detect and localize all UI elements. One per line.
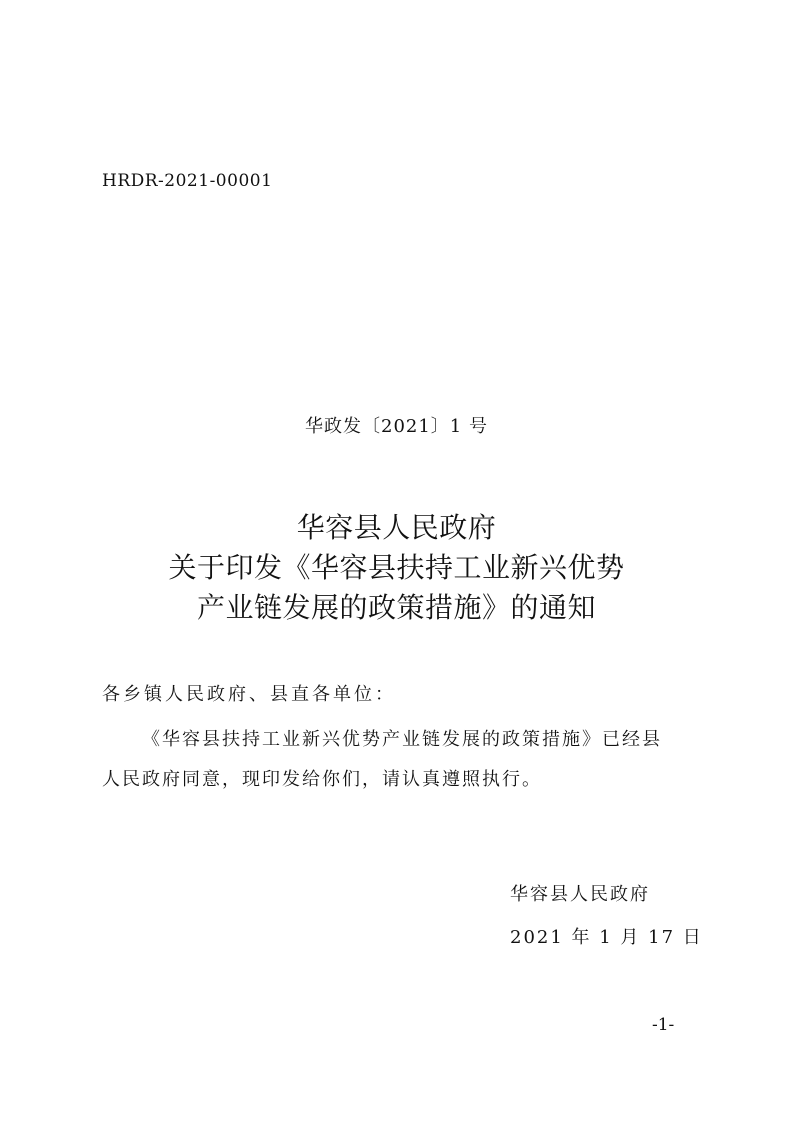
- body-line-2: 人民政府同意，现印发给你们，请认真遵照执行。: [102, 769, 542, 790]
- page-number: -1-: [652, 1015, 675, 1035]
- body-line-1: 《华容县扶持工业新兴优势产业链发展的政策措施》已经县: [142, 729, 662, 750]
- document-number: 华政发〔2021〕1 号: [305, 416, 488, 437]
- signature-organization: 华容县人民政府: [510, 884, 650, 905]
- signature-date: 2021 年 1 月 17 日: [510, 927, 703, 948]
- document-title: [0, 508, 793, 628]
- body-paragraph: [102, 720, 702, 800]
- salutation: 各乡镇人民政府、县直各单位：: [102, 684, 396, 705]
- title-line-1: 华容县人民政府: [296, 511, 497, 544]
- title-line-2: 关于印发《华容县扶持工业新兴优势: [168, 551, 625, 584]
- title-line-3: 产业链发展的政策措施》的通知: [196, 591, 596, 624]
- document-code: HRDR-2021-00001: [102, 171, 273, 191]
